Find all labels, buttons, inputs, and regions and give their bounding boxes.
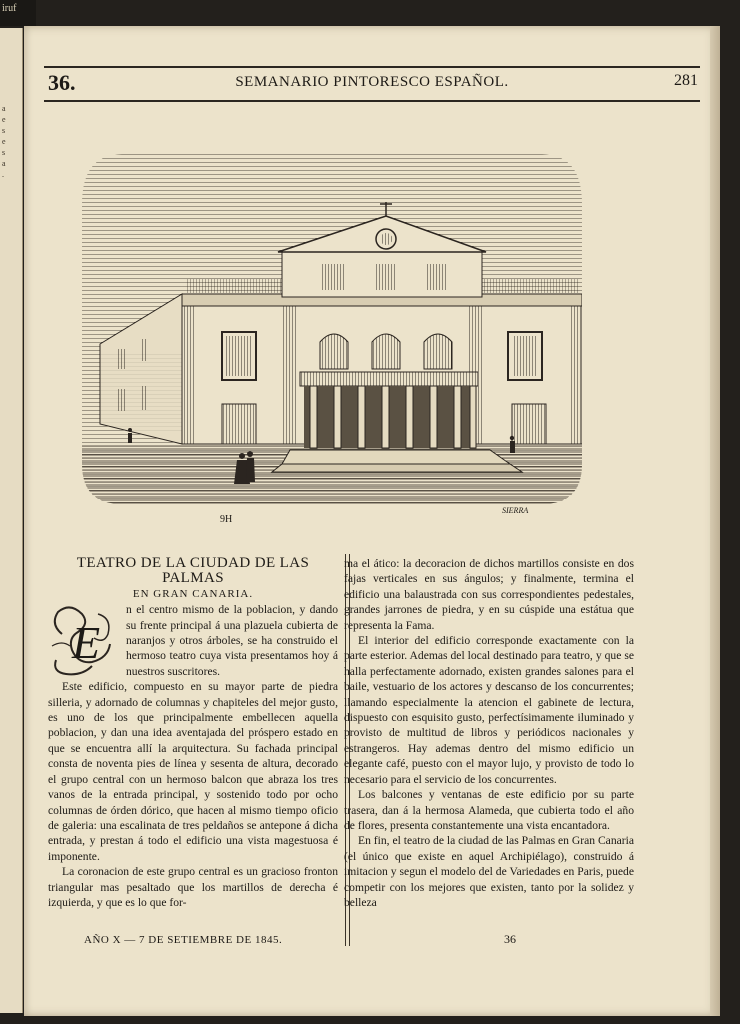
issue-date-line: AÑO X — 7 DE SETIEMBRE DE 1845. bbox=[84, 934, 283, 946]
engraver-signature: SIERRA bbox=[502, 506, 529, 515]
binding-edge-top: iruf bbox=[0, 0, 36, 26]
svg-text:E: E bbox=[71, 617, 101, 669]
ornamental-dropcap bbox=[48, 604, 120, 678]
journal-title: SEMANARIO PINTORESCO ESPAÑOL. bbox=[235, 74, 509, 90]
article-paragraph: La coronacion de este grupo central es un gracioso fronton triangular mas pesaltado que los martillos de derecha é izquierda, y que es lo que for- bbox=[48, 865, 338, 909]
article-title: TEATRO DE LA CIUDAD DE LAS PALMAS bbox=[76, 555, 310, 587]
issue-number: 36. bbox=[48, 70, 76, 95]
article-paragraph: Los balcones y ventanas de este edificio por su parte trasera, dan á la hermosa Alameda, que cubierta todo el año de flores, presenta constantemente una vista encantadora. bbox=[344, 788, 634, 832]
page-edge-shadow bbox=[710, 26, 720, 1016]
signature-mark: 36 bbox=[504, 932, 516, 946]
article-paragraph: En fin, el teatro de la ciudad de las Palmas en Gran Canaria (el único que existe en aquel Archipiélago), construido á imitacion y segun el modelo del de Variedades en Paris, puede competir con los mejores que existen, tanto por la solidez y belleza bbox=[344, 834, 634, 909]
article-paragraph: ma el ático: la decoracion de dichos martillos consiste en dos fajas verticales en sus ángulos; y finalmente, termina el edificio una balaustrada con sus correspondientes pedestales, grandes jarrones de piedra, y en su cúspide una estátua que representa la Fama. bbox=[344, 557, 634, 632]
theatre-engraving bbox=[82, 154, 582, 514]
page-header bbox=[44, 66, 700, 102]
article-column-1 bbox=[48, 556, 338, 910]
article-paragraph: Este edificio, compuesto en su mayor parte de piedra silleria, y adornado de columnas y chapiteles del mejor gusto, es uno de los que principalmente embellecen aquella poblacion, y dan una idea aventajada del próspero estado en que se encuentra allí la arquitectura. Su fachada principal consta de noventa pies de línea y sesenta de altura, decorado el grupo central con un hermoso balcon que abraza los tres vanos de la entrada principal, y sostenido todo por ocho columnas de órden dórico, que hacen al mismo tiempo oficio de galeria: una escalinata de tres peldaños se antepone á dicha entrada, y prestan á todo el edificio una vista magestuosa é imponente. bbox=[48, 680, 338, 863]
article-subtitle: EN GRAN CANARIA. bbox=[132, 587, 254, 600]
previous-page-edge: a e s e s a . bbox=[0, 28, 23, 1013]
engraver-mark: 9H bbox=[220, 514, 233, 525]
article-column-2 bbox=[344, 556, 634, 910]
article-paragraph: El interior del edificio corresponde exactamente con la parte esterior. Ademas del local destinado para teatro, y que se halla perfectamente adornado, existen grandes salones para el baile, vestuario de los actores y descanso de los concurrentes; llamando especialmente la atencion el gabinete de lectura, dispuesto con esquisito gusto, perfectísimamente iluminado y provisto de multitud de libros y periódicos nacionales y estrangeros. Hay ademas dentro del mismo edificio un elegante café, puesto con el mayor lujo, y provisto de todo lo necesario para el servicio de los concurrentes. bbox=[344, 634, 634, 786]
article-paragraph: n el centro mismo de la poblacion, y dando su frente principal á una plazuela cubierta de naranjos y otros árboles, se ha construido el hermoso teatro cuya vista presentamos hoy á nuestros suscritores. bbox=[126, 603, 338, 678]
journal-page bbox=[24, 26, 720, 1016]
page-number: 281 bbox=[674, 72, 698, 89]
